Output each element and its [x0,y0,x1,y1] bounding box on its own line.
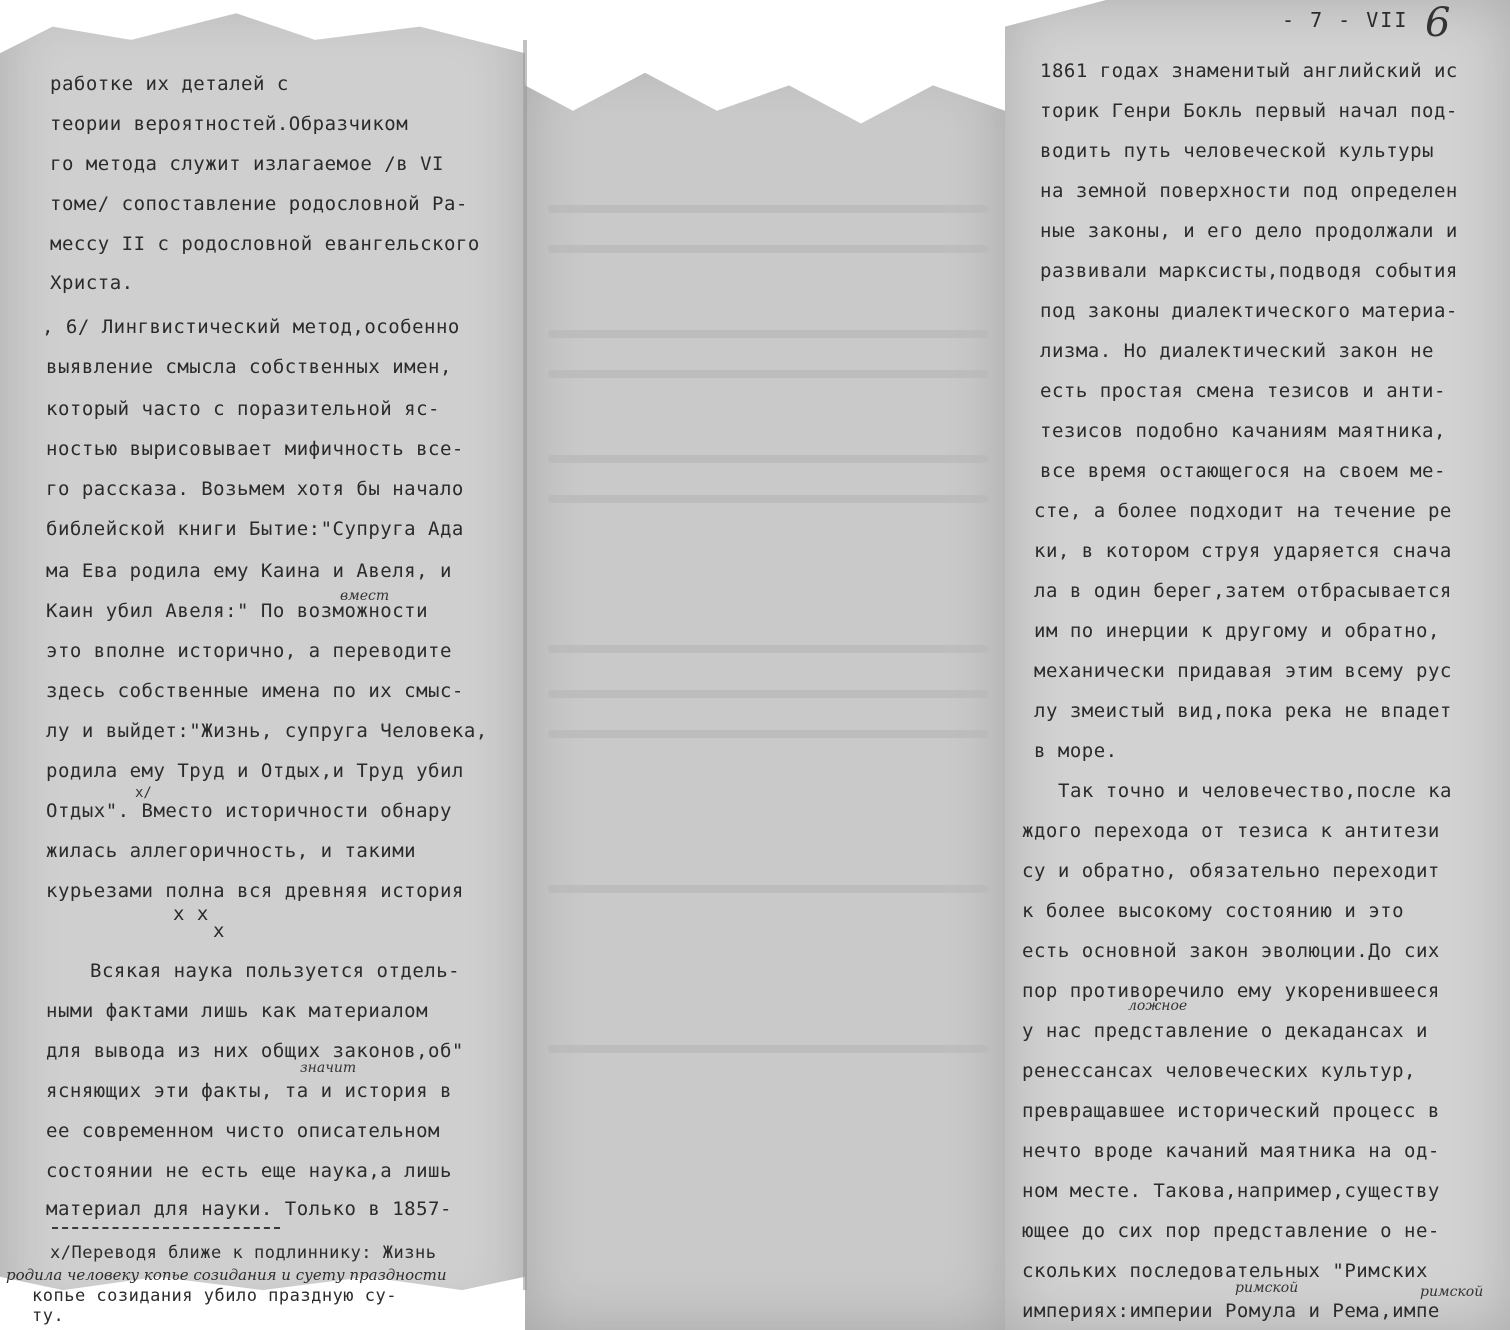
bleed-through-line [548,645,988,653]
handwritten-correction: римской [1420,1284,1484,1300]
text-line: библейской книги Бытие:"Супруга Ада [46,518,464,540]
text-line: для вывода из них общих законов,об" [46,1040,464,1062]
text-line: на земной поверхности под определен [1040,180,1458,202]
bleed-through-line [548,690,988,698]
handwritten-sheet-number: 6 [1425,0,1451,46]
text-line: , 6/ Лингвистический метод,особенно [42,316,460,338]
section-divider-mark: x [213,920,225,942]
text-line: су и обратно, обязательно переходит [1022,860,1440,882]
footnote-separator [52,1227,280,1229]
text-line: материал для науки. Только в 1857- [46,1198,452,1220]
bleed-through-line [548,205,988,213]
text-line: ностью вырисовывает мифичность все- [46,438,464,460]
text-line: есть простая смена тезисов и анти- [1040,380,1446,402]
footnote-line: ту. [32,1306,65,1326]
text-line: ее современном чисто описательном [46,1120,440,1142]
bleed-through-line [548,495,988,503]
footnote-line: копье созидания убило праздную су- [32,1286,397,1306]
text-line: водить путь человеческой культуры [1040,140,1434,162]
text-line: нечто вроде качаний маятника на од- [1022,1140,1440,1162]
handwritten-correction: римской [1235,1280,1299,1296]
page-fold [523,40,527,1290]
text-line: к более высокому состоянию и это [1022,900,1405,922]
section-divider-marks: x x [173,903,209,925]
text-line: здесь собственные имена по их смыс- [46,680,464,702]
text-line: ные законы, и его дело продолжали и [1040,220,1458,242]
text-line: ждого перехода от тезиса к антитези [1022,820,1440,842]
text-line: превращавшее исторический процесс в [1022,1100,1440,1122]
bleed-through-line [548,330,988,338]
text-line: у нас представление о декадансах и [1022,1020,1428,1042]
text-line: жилась аллегоричность, и такими [46,840,417,862]
text-line: го рассказа. Возьмем хотя бы начало [46,478,464,500]
bleed-through-line [548,455,988,463]
text-line: ла в один берег,затем отбрасывается [1034,580,1452,602]
text-line: мессу II с родословной евангельского [50,233,480,255]
text-line: ренессансах человеческих культур, [1022,1060,1416,1082]
text-line: выявление смысла собственных имен, [46,356,452,378]
text-line: ющее до сих пор представление о не- [1022,1220,1440,1242]
text-line: сте, а более подходит на течение ре [1034,500,1452,522]
bleed-through-line [548,885,988,893]
text-line: который часто с поразительной яс- [46,398,440,420]
text-line: ными фактами лишь как материалом [46,1000,429,1022]
bleed-through-line [548,1045,988,1053]
text-line: теории вероятностей.Образчиком [50,113,409,135]
text-line: в море. [1034,740,1118,762]
text-line: есть основной закон эволюции.До сих [1022,940,1440,962]
text-line: Так точно и человечество,после ка [1058,780,1452,802]
text-line: это вполне исторично, а переводите [46,640,452,662]
text-line: состоянии не есть еще наука,а лишь [46,1160,452,1182]
bleed-through-line [548,370,988,378]
text-line: Отдых". Вместо историчности обнару [46,800,452,822]
text-line: механически придавая этим всему рус [1034,660,1452,682]
text-line: пор противоречило ему укоренившееся [1022,980,1440,1002]
text-line: лу змеистый вид,пока река не впадет [1034,700,1452,722]
text-line: тезисов подобно качаниям маятника, [1040,420,1446,442]
bleed-through-line [548,245,988,253]
page-number: - 7 - VII [1282,8,1409,32]
footnote-handwritten-line: родила человеку копье созидания и суету праздности [6,1266,447,1284]
text-line: работке их деталей с [50,73,289,95]
text-line: ки, в котором струя ударяется снача [1034,540,1452,562]
text-line: лу и выйдет:"Жизнь, супруга Человека, [46,720,488,742]
text-line: Христа. [50,272,134,294]
text-line: империях:империи Ромула и Рема,импе [1022,1300,1440,1322]
text-line: курьезами полна вся древняя история [46,880,464,902]
text-line: родила ему Труд и Отдых,и Труд убил [46,760,464,782]
handwritten-correction: значит [300,1060,357,1076]
text-line: ма Ева родила ему Каина и Авеля, и [46,560,452,582]
text-line: под законы диалектического материа- [1040,300,1458,322]
text-line: скольких последовательных "Римских [1022,1260,1428,1282]
text-line: го метода служит излагаемое /в VI [50,153,444,175]
text-line: томе/ сопоставление родословной Ра- [50,193,468,215]
text-line: все время остающегося на своем ме- [1040,460,1446,482]
text-line: развивали марксисты,подводя события [1040,260,1458,282]
text-line: 1861 годах знаменитый английский ис [1040,60,1458,82]
footnote-line: x/Переводя ближе к подлиннику: Жизнь [50,1243,437,1263]
text-line: им по инерции к другому и обратно, [1034,620,1440,642]
text-line: лизма. Но диалектический закон не [1040,340,1434,362]
text-line: ном месте. Такова,например,существу [1022,1180,1440,1202]
handwritten-correction: вмест [340,588,390,604]
text-line: ясняющих эти факты, та и история в [46,1080,452,1102]
text-line: Всякая наука пользуется отдель- [90,960,461,982]
text-line: Каин убил Авеля:" По возможности [46,600,429,622]
right-text-column [1022,0,1508,1330]
handwritten-correction: ложное [1128,998,1188,1014]
left-text-column [6,0,523,1330]
bleed-through-line [548,730,988,738]
text-line: торик Генри Бокль первый начал под- [1040,100,1458,122]
footnote-reference-mark: x/ [135,785,152,801]
